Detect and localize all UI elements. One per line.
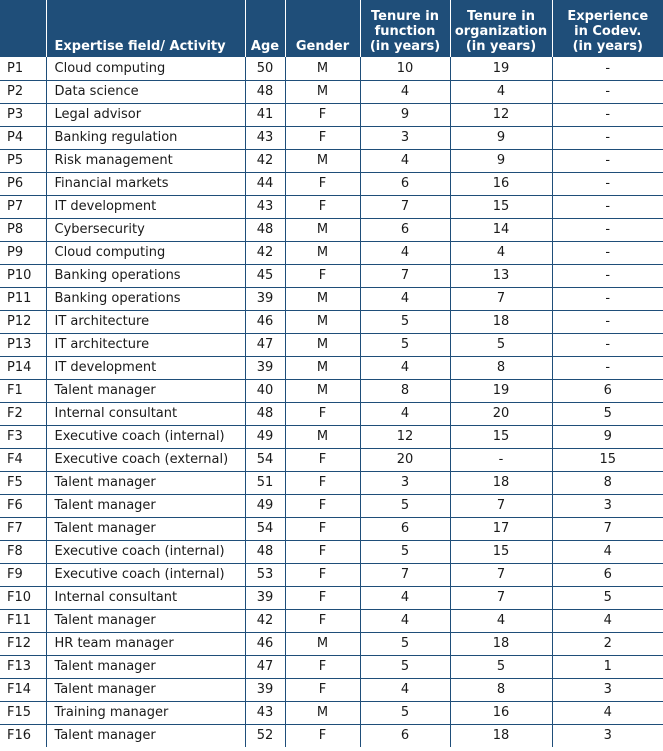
expertise-field-cell: Executive coach (internal) — [46, 425, 245, 448]
age-cell: 46 — [245, 632, 285, 655]
gender-cell: M — [285, 356, 360, 379]
experience-codev-cell: - — [552, 195, 663, 218]
tenure-function-cell: 5 — [360, 655, 450, 678]
gender-cell: M — [285, 632, 360, 655]
expertise-field-cell: Cloud computing — [46, 57, 245, 80]
age-cell: 49 — [245, 425, 285, 448]
age-cell: 43 — [245, 701, 285, 724]
age-cell: 39 — [245, 356, 285, 379]
expertise-field-cell: Cloud computing — [46, 241, 245, 264]
tenure-organization-cell: 16 — [450, 172, 552, 195]
gender-cell: F — [285, 563, 360, 586]
tenure-organization-cell: 7 — [450, 494, 552, 517]
experience-codev-cell: 1 — [552, 655, 663, 678]
tenure-function-cell: 7 — [360, 264, 450, 287]
expertise-field-cell: Banking regulation — [46, 126, 245, 149]
gender-cell: M — [285, 425, 360, 448]
experience-codev-cell: - — [552, 126, 663, 149]
tenure-organization-cell: 4 — [450, 241, 552, 264]
expertise-field-cell: HR team manager — [46, 632, 245, 655]
header-id — [0, 0, 46, 57]
tenure-organization-cell: 5 — [450, 655, 552, 678]
table-row — [0, 195, 663, 218]
gender-cell: F — [285, 540, 360, 563]
table-row — [0, 655, 663, 678]
experience-codev-cell: - — [552, 172, 663, 195]
experience-codev-cell: 3 — [603, 728, 612, 744]
participant-id-cell: P13 — [0, 333, 46, 356]
gender-cell: F — [285, 103, 360, 126]
participant-id-cell: F15 — [0, 701, 46, 724]
age-cell: 39 — [245, 678, 285, 701]
tenure-function-cell: 6 — [360, 218, 450, 241]
gender-cell: F — [285, 195, 360, 218]
gender-cell: M — [285, 310, 360, 333]
gender-cell: F — [285, 586, 360, 609]
participant-id-cell: P6 — [0, 172, 46, 195]
age-cell: 53 — [245, 563, 285, 586]
gender-cell: M — [285, 149, 360, 172]
header-tenure-function-line: (in years) — [369, 39, 441, 54]
table-row — [0, 287, 663, 310]
age-cell: 42 — [245, 609, 285, 632]
tenure-function-cell: 5 — [360, 310, 450, 333]
tenure-function-cell: 5 — [360, 333, 450, 356]
header-tenure-organization-line: organization — [454, 24, 548, 39]
tenure-organization-cell: 15 — [450, 195, 552, 218]
expertise-field-cell: Talent manager — [46, 655, 245, 678]
table-row — [0, 103, 663, 126]
age-cell: 51 — [245, 471, 285, 494]
table-row — [0, 563, 663, 586]
experience-codev-cell: 15 — [552, 448, 663, 471]
gender-cell: F — [285, 494, 360, 517]
age-cell: 50 — [245, 57, 285, 80]
tenure-organization-cell: 8 — [450, 678, 552, 701]
tenure-function-cell: 5 — [360, 494, 450, 517]
participant-id-cell: F6 — [0, 494, 46, 517]
tenure-function-cell: 7 — [360, 195, 450, 218]
expertise-field-cell: Executive coach (internal) — [46, 563, 245, 586]
age-cell: 47 — [245, 655, 285, 678]
expertise-field-cell: Executive coach (internal) — [46, 540, 245, 563]
experience-codev-cell: 9 — [552, 425, 663, 448]
gender-cell: M — [285, 57, 360, 80]
tenure-organization-cell: 4 — [450, 80, 552, 103]
tenure-function-cell: 6 — [360, 517, 450, 540]
experience-codev-cell: - — [552, 218, 663, 241]
table-row — [0, 241, 663, 264]
tenure-organization-cell: 18 — [450, 310, 552, 333]
age-cell: 45 — [245, 264, 285, 287]
table-row — [0, 609, 663, 632]
expertise-field-cell: Training manager — [46, 701, 245, 724]
age-cell: 54 — [245, 448, 285, 471]
participant-id-cell: P7 — [0, 195, 46, 218]
participant-id-cell: F13 — [0, 655, 46, 678]
age-cell: 54 — [245, 517, 285, 540]
participant-id-cell: P12 — [0, 310, 46, 333]
participant-id-cell: P2 — [0, 80, 46, 103]
age-cell: 43 — [245, 195, 285, 218]
participant-id-cell: F7 — [0, 517, 46, 540]
age-cell: 43 — [245, 126, 285, 149]
age-cell: 44 — [245, 172, 285, 195]
gender-cell: F — [285, 448, 360, 471]
tenure-organization-cell: - — [450, 448, 552, 471]
table-row — [0, 678, 663, 701]
expertise-field-cell: Cybersecurity — [46, 218, 245, 241]
tenure-function-cell: 20 — [360, 448, 450, 471]
tenure-function-cell: 7 — [360, 563, 450, 586]
participant-id-cell: P14 — [0, 356, 46, 379]
table-row — [0, 310, 663, 333]
tenure-function-cell: 4 — [360, 402, 450, 425]
tenure-function-cell: 6 — [360, 172, 450, 195]
experience-codev-cell: 5 — [552, 402, 663, 425]
experience-codev-cell: 3 — [552, 494, 663, 517]
participant-id-cell: F10 — [0, 586, 46, 609]
header-experience-line: Experience — [567, 9, 649, 24]
tenure-organization-cell: 17 — [450, 517, 552, 540]
tenure-function-cell: 4 — [360, 609, 450, 632]
gender-cell: F — [285, 471, 360, 494]
experience-codev-cell: - — [552, 356, 663, 379]
header-experience-line: in Codev. — [574, 24, 642, 39]
table-row — [0, 57, 663, 80]
expertise-field-cell: Banking operations — [46, 264, 245, 287]
participant-id-cell: F14 — [0, 678, 46, 701]
tenure-organization-cell: 7 — [450, 586, 552, 609]
participant-id-cell: P1 — [0, 57, 46, 80]
tenure-organization-cell: 9 — [450, 126, 552, 149]
expertise-field-cell: Talent manager — [46, 609, 245, 632]
tenure-organization-cell: 7 — [450, 287, 552, 310]
participant-id-cell: P11 — [0, 287, 46, 310]
gender-cell: M — [285, 80, 360, 103]
tenure-organization-cell: 20 — [450, 402, 552, 425]
tenure-function-cell: 8 — [360, 379, 450, 402]
tenure-organization-cell: 13 — [450, 264, 552, 287]
experience-codev-cell: 4 — [552, 701, 663, 724]
table-row — [0, 80, 663, 103]
header-age: Age — [245, 0, 285, 57]
gender-cell: F — [285, 609, 360, 632]
tenure-organization-cell: 18 — [450, 471, 552, 494]
expertise-field-cell: IT development — [46, 356, 245, 379]
participant-id-cell: P10 — [0, 264, 46, 287]
tenure-function-cell: 4 — [360, 678, 450, 701]
table-row — [0, 494, 663, 517]
table-row — [0, 632, 663, 655]
participant-id-cell: P9 — [0, 241, 46, 264]
header-tenure-function-line: Tenure in — [371, 9, 439, 24]
age-cell: 48 — [245, 402, 285, 425]
gender-cell: M — [285, 241, 360, 264]
expertise-field-cell: Internal consultant — [46, 586, 245, 609]
expertise-field-cell: Talent manager — [46, 471, 245, 494]
header-tenure-organization-line: Tenure in — [467, 9, 535, 24]
tenure-organization-cell: 18 — [450, 724, 552, 747]
header-tenure-organization — [450, 0, 552, 57]
experience-codev-cell: - — [552, 149, 663, 172]
expertise-field-cell: Internal consultant — [46, 402, 245, 425]
tenure-function-cell: 4 — [360, 241, 450, 264]
tenure-organization-cell: 15 — [450, 425, 552, 448]
age-cell: 52 — [245, 724, 285, 747]
tenure-organization-cell: 4 — [450, 609, 552, 632]
table-row — [0, 264, 663, 287]
expertise-field-cell: Legal advisor — [46, 103, 245, 126]
age-cell: 42 — [245, 149, 285, 172]
participant-id-cell: F5 — [0, 471, 46, 494]
expertise-field-cell: Talent manager — [46, 494, 245, 517]
participant-id-cell: F1 — [0, 379, 46, 402]
tenure-function-cell: 12 — [360, 425, 450, 448]
participant-id-cell: P5 — [0, 149, 46, 172]
participant-id-cell: F11 — [0, 609, 46, 632]
expertise-field-cell: Talent manager — [46, 678, 245, 701]
table-row — [0, 425, 663, 448]
expertise-field-cell: Financial markets — [46, 172, 245, 195]
tenure-function-cell: 3 — [360, 126, 450, 149]
table-row — [0, 172, 663, 195]
expertise-field-cell: Executive coach (external) — [46, 448, 245, 471]
gender-cell: F — [285, 517, 360, 540]
tenure-organization-cell: 15 — [450, 540, 552, 563]
age-cell: 40 — [245, 379, 285, 402]
participant-id-cell: F16 — [0, 724, 46, 747]
table-row — [0, 218, 663, 241]
expertise-field-cell: Risk management — [46, 149, 245, 172]
table-row — [0, 149, 663, 172]
age-cell: 47 — [245, 333, 285, 356]
tenure-organization-cell: 19 — [450, 379, 552, 402]
table-row — [0, 356, 663, 379]
age-cell: 48 — [245, 540, 285, 563]
participant-id-cell: F12 — [0, 632, 46, 655]
tenure-function-cell: 5 — [360, 701, 450, 724]
tenure-function-cell: 10 — [360, 57, 450, 80]
tenure-function-cell: 4 — [360, 80, 450, 103]
participant-id-cell: F9 — [0, 563, 46, 586]
tenure-organization-cell: 16 — [450, 701, 552, 724]
tenure-organization-cell: 8 — [450, 356, 552, 379]
age-cell: 41 — [245, 103, 285, 126]
gender-cell: M — [285, 333, 360, 356]
experience-codev-cell: 6 — [552, 379, 663, 402]
table-row — [0, 586, 663, 609]
participant-id-cell: P8 — [0, 218, 46, 241]
experience-codev-cell: 2 — [552, 632, 663, 655]
table-row — [0, 471, 663, 494]
experience-codev-cell: 5 — [552, 586, 663, 609]
table-body — [0, 57, 663, 747]
tenure-function-cell: 9 — [360, 103, 450, 126]
table-row — [0, 402, 663, 425]
header-experience-codev — [552, 0, 663, 57]
gender-cell: F — [285, 172, 360, 195]
experience-codev-cell: - — [552, 310, 663, 333]
expertise-field-cell: IT architecture — [46, 310, 245, 333]
tenure-function-cell: 4 — [360, 149, 450, 172]
experience-codev-cell: - — [552, 241, 663, 264]
expertise-field-cell: IT development — [46, 195, 245, 218]
tenure-organization-cell: 5 — [450, 333, 552, 356]
header-gender: Gender — [285, 0, 360, 57]
expertise-field-cell: Talent manager — [46, 517, 245, 540]
experience-codev-cell: - — [552, 80, 663, 103]
tenure-function-cell: 5 — [360, 632, 450, 655]
tenure-function-cell: 6 — [360, 724, 450, 747]
experience-codev-cell: - — [552, 264, 663, 287]
gender-cell: F — [285, 402, 360, 425]
tenure-function-cell: 5 — [360, 540, 450, 563]
participant-id-cell: F4 — [0, 448, 46, 471]
tenure-organization-cell: 12 — [450, 103, 552, 126]
experience-codev-cell: - — [552, 57, 663, 80]
age-cell: 48 — [245, 218, 285, 241]
tenure-organization-cell: 14 — [450, 218, 552, 241]
age-cell: 39 — [245, 287, 285, 310]
header-tenure-organization-line: (in years) — [465, 39, 537, 54]
age-cell: 42 — [245, 241, 285, 264]
gender-cell: M — [285, 379, 360, 402]
table-row — [0, 517, 663, 540]
experience-codev-cell: - — [552, 333, 663, 356]
expertise-field-cell: Data science — [46, 80, 245, 103]
gender-cell: M — [285, 701, 360, 724]
tenure-organization-cell: 19 — [450, 57, 552, 80]
gender-cell: F — [285, 678, 360, 701]
table-row — [0, 540, 663, 563]
table-row — [0, 126, 663, 149]
table-header — [0, 0, 663, 57]
header-tenure-function-line: function — [374, 24, 436, 39]
header-tenure-function — [360, 0, 450, 57]
experience-codev-cell: 8 — [552, 471, 663, 494]
gender-cell: F — [285, 724, 360, 747]
tenure-function-cell: 4 — [360, 586, 450, 609]
participant-id-cell: F8 — [0, 540, 46, 563]
expertise-field-cell: Talent manager — [46, 724, 245, 747]
table-row — [0, 448, 663, 471]
gender-cell: M — [285, 287, 360, 310]
participant-id-cell: F3 — [0, 425, 46, 448]
experience-codev-cell: 4 — [552, 540, 663, 563]
gender-cell: F — [285, 655, 360, 678]
tenure-organization-cell: 9 — [450, 149, 552, 172]
participant-id-cell: P4 — [0, 126, 46, 149]
tenure-function-cell: 4 — [360, 356, 450, 379]
gender-cell: F — [285, 264, 360, 287]
experience-codev-cell: - — [552, 103, 663, 126]
experience-codev-cell: 6 — [552, 563, 663, 586]
table-row — [0, 701, 663, 724]
header-expertise-field: Expertise field/ Activity — [46, 0, 245, 57]
age-cell: 46 — [245, 310, 285, 333]
gender-cell: M — [285, 218, 360, 241]
tenure-function-cell: 3 — [360, 471, 450, 494]
age-cell: 48 — [245, 80, 285, 103]
header-experience-line: (in years) — [572, 39, 643, 54]
experience-codev-cell: 4 — [552, 609, 663, 632]
age-cell: 39 — [245, 586, 285, 609]
expertise-field-cell: Talent manager — [46, 379, 245, 402]
participant-id-cell: F2 — [0, 402, 46, 425]
tenure-organization-cell: 18 — [450, 632, 552, 655]
experience-codev-cell: 7 — [552, 517, 663, 540]
table-row — [0, 724, 663, 747]
participant-id-cell: P3 — [0, 103, 46, 126]
gender-cell: F — [285, 126, 360, 149]
expertise-field-cell: IT architecture — [46, 333, 245, 356]
experience-codev-cell: - — [552, 287, 663, 310]
table-row — [0, 333, 663, 356]
table-row — [0, 379, 663, 402]
experience-codev-cell: 3 — [552, 678, 663, 701]
age-cell: 49 — [245, 494, 285, 517]
tenure-function-cell: 4 — [360, 287, 450, 310]
expertise-field-cell: Banking operations — [46, 287, 245, 310]
tenure-organization-cell: 7 — [450, 563, 552, 586]
